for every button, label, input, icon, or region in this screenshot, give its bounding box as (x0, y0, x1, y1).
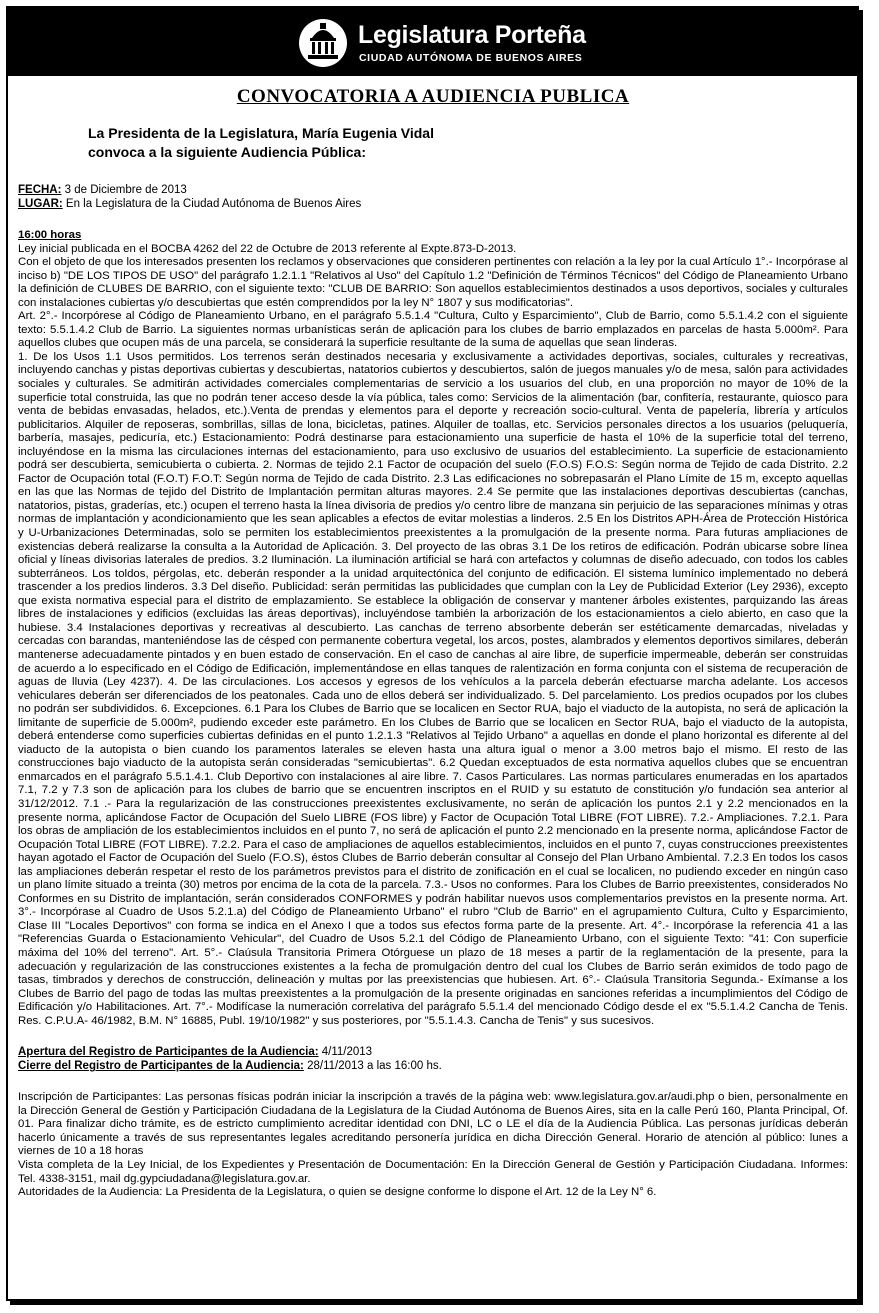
info-paragraph: Autoridades de la Audiencia: La Presidenta de la Legislatura, o quien se designe conforme lo dispone el Art. 12 de la Ley N° 6. (18, 1186, 657, 1199)
info-paragraph: Vista completa de la Ley Inicial, de los Expedientes y Presentación de Documentación: En la Dirección General de Gestión y Participación Ciudadana. Informes: Tel. 4338-3151, mail dg.gypciudadana@legislatura.gov.ar. (18, 1159, 848, 1185)
header-banner (8, 8, 857, 76)
place-label: LUGAR: (18, 198, 63, 210)
convocation-statement (88, 124, 848, 162)
law-text (18, 229, 848, 1028)
notice-frame (6, 6, 859, 1301)
brand-logo (298, 18, 678, 68)
registration-close-value: 28/11/2013 a las 16:00 hs. (303, 1060, 442, 1073)
registration-open-row (18, 1045, 848, 1059)
law-paragraph: Art. 2°.- Incorpórese al Código de Planeamiento Urbano, en el parágrafo 5.5.1.4 "Cultura, Culto y Esparcimiento", Club de Barrio, como 5.5.1.4.2 con el siguiente texto: 5.5.1.4.2 Club de Barrio. La siguientes normas urbanísticas serán de aplicación para los clubes de barrio emplazados en parcelas de hasta 5.000m². Para aquellos clubes que ocupen más de una parcela, se considerará la superficie resultante de la suma de aquellas que sean linderas. (18, 310, 848, 350)
registration-dates (18, 1045, 848, 1073)
page-title: CONVOCATORIA A AUDIENCIA PUBLICA (236, 86, 630, 107)
registration-open-value: 4/11/2013 (318, 1046, 373, 1059)
registration-open-label: Apertura del Registro de Participantes de la Audiencia: (18, 1046, 319, 1059)
place-row (18, 197, 848, 211)
place-value: En la Legislatura de la Ciudad Autónoma de Buenos Aires (62, 198, 362, 210)
registration-close-row (18, 1059, 848, 1073)
info-paragraph: Inscripción de Participantes: Las personas físicas podrán iniciar la inscripción a través de la página web: www.legislatura.gov.ar/audi.php o bien, personalmente en la Dirección General de Gestión y Participación Ciudadana de la Legislatura de la Ciudad Autónoma de Buenos Aires, sita en la calle Perú 160, Planta Principal, Of. 01. Para finalizar dicho trámite, es de estricto cumplimiento acreditar identidad con DNI, LC o LE el día de la Audiencia Pública. Las personas jurídicas deberán hacerlo únicamente a través de sus representantes legales acreditando personería jurídica en dicha Dirección General. Horario de atención al público: lunes a viernes de 10 a 18 horas (18, 1091, 848, 1158)
convocation-line-1: La Presidenta de la Legislatura, María Eugenia Vidal (88, 125, 434, 141)
brand-subtitle: CIUDAD AUTÓNOMA DE BUENOS AIRES (359, 52, 583, 64)
date-label: FECHA: (18, 184, 62, 196)
date-row (18, 183, 848, 197)
event-details (18, 183, 848, 211)
legislature-building-seal-icon (298, 18, 348, 68)
law-paragraph: Ley inicial publicada en el BOCBA 4262 del 22 de Octubre de 2013 referente al Expte.873-D-2013. (18, 242, 517, 255)
notice-content (18, 80, 848, 1200)
brand-title: Legislatura Porteña (358, 21, 586, 49)
participation-info (18, 1091, 848, 1199)
date-value: 3 de Diciembre de 2013 (61, 184, 187, 196)
convocation-line-2: convoca a la siguiente Audiencia Pública: (88, 144, 367, 160)
law-paragraph: Con el objeto de que los interesados presenten los reclamos y observaciones que consideren pertinentes con relación a la ley por la cual Artículo 1°.- Incorpórase al inciso b) "DE LOS TIPOS DE USO" del parágrafo 1.2.1.1 "Relativos al Uso" del Capítulo 1.2 "Definición de Términos Técnicos" del Código de Planeamiento Urbano la definición de CLUBES DE BARRIO, con el siguiente texto: "CLUB DE BARRIO: Son aquellos establecimientos destinados a usos deportivos, sociales y culturales con instalaciones cubiertas y/o descubiertas que estén comprendidos por la ley N° 1807 y sus modificatorias". (18, 256, 848, 309)
registration-close-label: Cierre del Registro de Participantes de la Audiencia: (18, 1060, 304, 1073)
hour-label: 16:00 horas (18, 229, 82, 241)
law-paragraph: 1. De los Usos 1.1 Usos permitidos. Los terrenos serán destinados necesaria y exclusivamente a actividades deportivas, sociales, culturales y recreativas, incluyendo canchas y pistas deportivas cubiertas y descubiertas, natatorios cubiertos y descubiertos, salón de juegos manuales y/o de mesa, salón para actividades sociales y culturales. Se admitirán actividades comerciales complementarias de servicio a los usuarios del club, en una proporción no mayor de 10% de la superficie total construida, las que no podrán tener acceso desde la vía pública, tales como: Servicios de la alimentación (bar, confitería, restaurante, quiosco para venta de bebidas envasadas, helados, etc.).Venta de prendas y elementos para el deporte y recreación socio-cultural. Venta de papelería, librería y artículos publicitarios. Alquiler de reposeras, sombrillas, sillas de lona, bicicletas, patines. Alquiler de toallas, etc. Servicios personales directos a los usuarios (peluquería, barbería, masajes, pedicuría, etc.) Estacionamiento: Podrá destinarse para estacionamiento una superficie de hasta el 10% de la superficie total del terreno, incluyéndose en la misma las circulaciones internas del estacionamiento, para uso exclusivo de usuarios del establecimiento. La superficie de estacionamiento podrá ser descubierta, semicubierta o cubierta. 2. Normas de tejido 2.1 Factor de ocupación del suelo (F.O.S) F.O.S: Según norma de Tejido de cada Distrito. 2.2 Factor de Ocupación total (F.O.T) F.O.T: Según norma de Tejido de cada Distrito. 2.3 Las edificaciones no sobrepasarán el Plano Límite de 15 m, excepto aquellas en las que las Normas de tejido del Distrito de Implantación permitan alturas mayores. 2.4 Se permite que las instalaciones deportivas descubiertas (canchas, natatorios, pistas, graderías, etc.) ocupen el terreno hasta la línea divisoria de predios y/o centro libre de manzana sin perjuicio de las separaciones mínimas y otras normas de implantación y acondicionamiento que les sean aplicables a efectos de evitar molestias a linderos. 2.5 En los Distritos APH-Área de Protección Histórica y U-Urbanizaciones Determinadas, solo se permiten los establecimientos preexistentes a la promulgación de la presente norma. Para futuras ampliaciones de existencias deberá realizarse la consulta a la Autoridad de Aplicación. 3. Del proyecto de las obras 3.1 De los retiros de edificación. Podrán ubicarse sobre línea oficial y líneas divisorias laterales de predios. 3.2 Iluminación. La iluminación artificial se hará con artefactos y columnas de diseño adecuado, con todos los cables subterráneos. Los toldos, pérgolas, etc. deberán responder a la unidad arquitectónica del conjunto de edificación. El sistema lumínico implementado no deberá trascender a los predios linderos. 3.3 Del diseño. Publicidad: serán permitidas las publicidades que cumplan con la Ley de Publicidad Exterior (Ley 2936), excepto que exista normativa especial para el distrito de emplazamiento. Se establece la obligación de conservar y mantener árboles existentes, parquizando las áreas libres de instalaciones y edificios (excluidas las áreas deportivas), incluyéndose también la arborización de los estacionamientos a cielo abierto, en caso que la hubiese. 3.4 Instalaciones deportivas y recreativas al descubierto. Las canchas de terreno absorbente deberán ser estéticamente demarcadas, niveladas y cercadas con barandas, manteniéndose las de césped con permanente cobertura vegetal, los arcos, postes, alambrados y elementos deportivos similares, deberán mantenerse adecuadamente pintados y en buen estado de conservación. En el caso de canchas al aire libre, de superficie impermeable, deberán ser construidas de acuerdo a lo especificado en el Código de Edificación, implementándose en ellas tanques de ralentización en forma conjunta con el sistema de recuperación de aguas de lluvia (Ley 4237). 4. De las circulaciones. Los accesos y egresos de los vehículos a la parcela deberán efectuarse marcha adelante. Los accesos vehiculares deberán ser diferenciados de los peatonales. Cada uno de ellos deberá ser individualizado. 5. Del parcelamiento. Los predios ocupados por los clubes no podrán ser subdivididos. 6. Excepciones. 6.1 Para los Clubes de Barrio que se localicen en Sector RUA, bajo el viaducto de la autopista, no será de aplicación la limitante de superficie de 5.000m², pudiendo exceder este parámetro. En los Clubes de Barrio que se localicen en Sector RUA, bajo el viaducto de la autopista, deberá entenderse como superficies cubiertas definidas en el punto 1.2.1.3 "Relativos al Tejido Urbano" a aquellas en donde el plano horizontal es diferente al del viaducto de la autopista o bien cuando los paramentos laterales se eleven hasta una altura igual o menor a 3.00 metros bajo el mismo. El resto de las construcciones bajo viaducto de la autopista serán consideradas "semicubiertas". 6.2 Quedan exceptuados de esta normativa aquellos clubes que se encuentran enmarcados en el parágrafo 5.5.1.4.1. Club Deportivo con instalaciones al aire libre. 7. Casos Particulares. Las normas particulares enumeradas en los apartados 7.1, 7.2 y 7.3 son de aplicación para los clubes de barrio que se encuentren inscriptos en el RUID y su estatuto de constitución y/o fundación sea anterior al 31/12/2012. 7.1 .- Para la regularización de las construcciones preexistentes exclusivamente, no serán de aplicación los puntos 2.1 y 2.2 mencionados en la presente norma, aplicándose Factor de Ocupación del Suelo LIBRE (FOS libre) y Factor de Ocupación Total LIBRE (FOT LIBRE). 7.2.- Ampliaciones. 7.2.1. Para los obras de ampliación de los establecimientos incluidos en el punto 7, no será de aplicación el punto 2.2 mencionado en la presente norma, aplicándose Factor de Ocupación Total LIBRE (FOT LIBRE). 7.2.2. Para el caso de ampliaciones de aquellos establecimientos, incluidos en el punto 7, cuyas construcciones preexistentes hayan agotado el Factor de Ocupación del Suelo (F.O.S), éstos Clubes de Barrio deberán consultar al Consejo del Plan Urbano Ambiental. 7.2.3 En todos los casos las ampliaciones deberán respetar el resto de los parámetros previstos para el distrito de zonificación en el cual se localicen, no pudiendo exceder en ningún caso un plano límite situado a treinta (30) metros por encima de la cota de la parcela. 7.3.- Usos no conformes. Para los Clubes de Barrio preexistentes, considerados No Conformes en su Distrito de implantación, serán considerados CONFORMES y podrán habilitar nuevos usos complementarios previstos en la presente norma. Art. 3°.- Incorpórase al Cuadro de Usos 5.2.1.a) del Código de Planeamiento Urbano" el rubro "Club de Barrio" en el agrupamiento Cultura, Culto y Esparcimiento, Clase III "Locales Deportivos" con forma se indica en el Anexo I que a todos sus efectos forma parte de la presente. Art. 4°.- Incorpórase la referencia 41 a las "Referencias Guarda o Estacionamiento Vehicular", del Cuadro de Usos 5.2.1 del Código de Planeamiento Urbano, con el siguiente Texto: "41: Con superficie máxima del 10% del terreno". Art. 5°.- Claúsula Transitoria Primera Otórguese un plazo de 18 meses a partir de la reglamentación de la presente, para la adecuación y regularización de las construcciones existentes a la fecha de promulgación dentro del cual los Clubes de Barrio serán eximidos de todo pago de tasas, timbrados y derechos de construcción, delineación y multas por las preexistencias que hubiesen. Art. 6°.- Claúsula Transitoria Segunda.- Exímanse a los Clubes de Barrio del pago de todas las multas preexistentes a la promulgación de la presente originadas en sanciones referidas a incumplimientos del Código de Edificación y/o Habilitaciones. Art. 7°.- Modifícase la numeración correlativa del parágrafo 5.5.1.4 del mencionado Código desde el ex "5.5.1.4.2 Cancha de Tenis. Res. C.P.U.A- 46/1982, B.M. N° 16885, Publ. 19/10/1982" y sus posteriores, por "5.5.1.4.3. Cancha de Tenis" y sus sucesivos. (18, 350, 848, 1027)
